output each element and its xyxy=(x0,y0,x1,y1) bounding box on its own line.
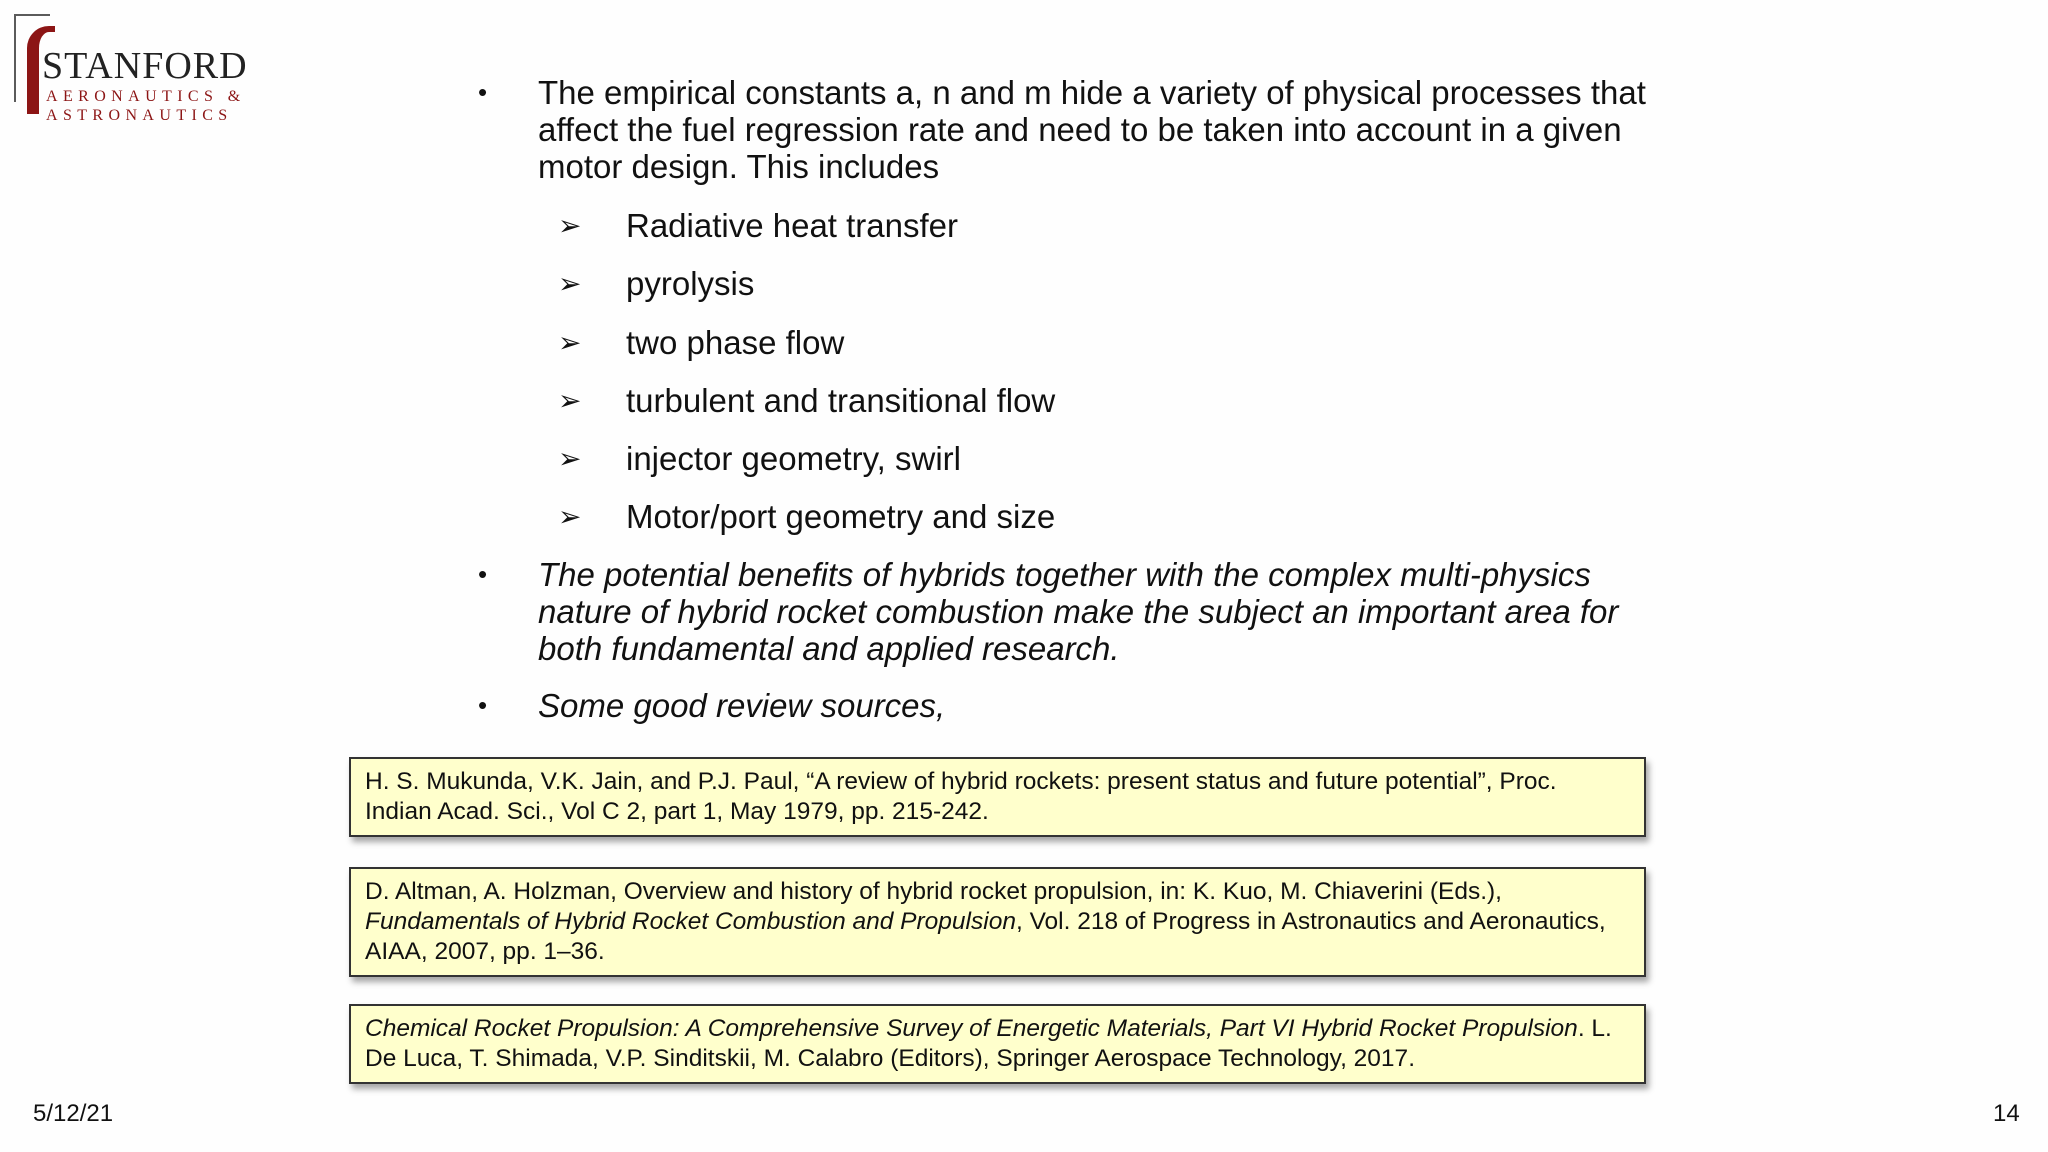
bullet-text: Some good review sources, xyxy=(538,687,946,724)
reference-title: Fundamentals of Hybrid Rocket Combustion and Propulsion xyxy=(365,908,1016,935)
logo-subtitle-line2: ASTRONAUTICS xyxy=(46,107,233,124)
bullet-marker: • xyxy=(478,77,488,107)
bullet-text: The empirical constants a, n and m hide a variety of physical processes that affect the fuel regression rate and need to be taken into account in a given motor design. This includes xyxy=(538,74,1646,185)
arrow-bullet-icon: ➢ xyxy=(558,501,582,532)
bullet-marker: • xyxy=(478,690,488,720)
arrow-bullet-icon: ➢ xyxy=(558,210,582,241)
sub-item-text: Motor/port geometry and size xyxy=(626,498,1056,535)
sub-item-text: injector geometry, swirl xyxy=(626,440,961,477)
bullet-text: The potential benefits of hybrids together with the complex multi-physics nature of hybrid rocket combustion make the subject an important area for both fundamental and applied research. xyxy=(538,556,1619,667)
sub-item-text: pyrolysis xyxy=(626,265,755,302)
reference-text: , Vol. 218 of Progress in Astronautics and Aeronautics, AIAA, 2007, pp. 1–36. xyxy=(365,908,1606,965)
reference-box xyxy=(349,757,1646,837)
arrow-bullet-icon: ➢ xyxy=(558,443,582,474)
reference-title: Chemical Rocket Propulsion: A Comprehensive Survey of Energetic Materials, Part VI Hybrid Rocket Propulsion xyxy=(365,1015,1578,1042)
arrow-bullet-icon: ➢ xyxy=(558,385,582,416)
reference-text: D. Altman, A. Holzman, Overview and history of hybrid rocket propulsion, in: K. Kuo, M. Chiaverini (Eds.), xyxy=(365,878,1502,905)
arrow-bullet-icon: ➢ xyxy=(558,268,582,299)
reference-text: . L. De Luca, T. Shimada, V.P. Sinditskii, M. Calabro (Editors), Springer Aerospace Technology, 2017. xyxy=(365,1015,1612,1072)
logo-name: STANFORD xyxy=(42,45,248,87)
logo-subtitle-line1: AERONAUTICS & xyxy=(46,88,246,105)
stanford-logo xyxy=(12,10,252,124)
slide-date: 5/12/21 xyxy=(33,1100,114,1127)
reference-box xyxy=(349,1004,1646,1084)
arrow-bullet-icon: ➢ xyxy=(558,327,582,358)
reference-text: H. S. Mukunda, V.K. Jain, and P.J. Paul, “A review of hybrid rockets: present status and future potential”, Proc. Indian Acad. Sci., Vol C 2, part 1, May 1979, pp. 215-242. xyxy=(365,768,1557,825)
bullet-marker: • xyxy=(478,559,488,589)
reference-box xyxy=(349,867,1646,977)
sub-item-text: Radiative heat transfer xyxy=(626,207,959,244)
slide-number: 14 xyxy=(1993,1100,2020,1127)
sub-item-text: two phase flow xyxy=(626,324,845,361)
sub-item-text: turbulent and transitional flow xyxy=(626,382,1056,419)
